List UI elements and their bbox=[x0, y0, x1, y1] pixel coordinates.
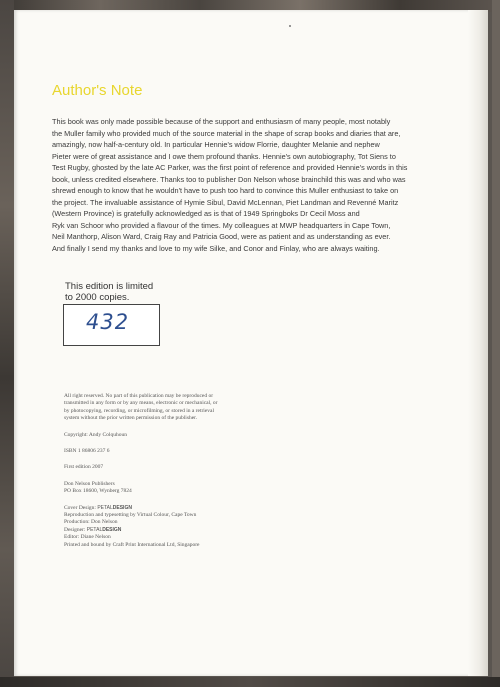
publisher-line: Don Nelson Publishers bbox=[64, 480, 115, 487]
note-line: Ryk van Schoor who provided a flavour of the times. My colleagues at MWP headquarters in Cape Town, bbox=[52, 220, 391, 230]
copyright-line: Copyright: Andy Colquhoun bbox=[64, 431, 127, 438]
editor-credit: Editor: Diane Nelson bbox=[64, 534, 111, 541]
speck bbox=[289, 25, 291, 27]
credit-label: Designer: bbox=[64, 526, 87, 533]
note-line: Test Rugby, ghosted by the late AC Parker, was the first point of reference and provided Hennie's words in this bbox=[52, 163, 408, 172]
scan-edge-left bbox=[0, 0, 14, 687]
handwritten-edition-number: 432 bbox=[86, 310, 130, 334]
credits bbox=[64, 505, 394, 549]
rights-line: transmitted in any form or by any means, electronic or mechanical, or bbox=[64, 400, 218, 407]
edition-number-box bbox=[63, 304, 160, 346]
isbn-line: ISBN 1 86806 237 6 bbox=[64, 448, 110, 455]
note-line: the project. The invaluable assistance of Hymie Sibul, David McLennan, Piet Landman and Revenné Maritz bbox=[52, 197, 399, 207]
note-line: shrewd enough to know that he wouldn't have to push too hard to convince this Muller enthusiast to take on bbox=[52, 186, 399, 195]
credit-label: Cover Design: bbox=[64, 504, 98, 511]
cover-design-credit bbox=[64, 505, 394, 512]
note-line: (Western Province) is gratefully acknowledged as is that of 1949 Springboks Dr Cecil Moss and bbox=[52, 209, 360, 218]
note-line: This book was only made possible because of the support and enthusiasm of many people, most notably bbox=[52, 117, 391, 126]
publisher-line: PO Box 18600, Wynberg 7824 bbox=[64, 488, 132, 495]
scan-edge-right bbox=[492, 0, 500, 687]
repro-credit: Reproduction and typesetting by Virtual Colour, Cape Town bbox=[64, 512, 197, 519]
edition-line: This edition is limited bbox=[65, 281, 154, 292]
note-line: Neil Manthorp, Alison Ward, Craig Ray and Patricia Good, were as patient and as understanding as ever. bbox=[52, 232, 391, 241]
page-fold-shadow bbox=[468, 10, 488, 676]
limited-edition-notice bbox=[65, 281, 153, 303]
brand-design: DESIGN bbox=[112, 504, 132, 511]
imprint-block bbox=[64, 393, 394, 549]
brand-petal: PETAL bbox=[86, 526, 103, 533]
rights-line: system without the prior written permission of the publisher. bbox=[64, 415, 198, 422]
printer-credit: Printed and bound by Craft Print International Ltd, Singapore bbox=[64, 541, 200, 548]
scan-edge-bottom bbox=[0, 677, 500, 687]
note-line: amazingly, now half-a-century old. In particular Hennie's widow Florrie, daughter Melanie and nephew bbox=[52, 140, 380, 149]
edition-line: to 2000 copies. bbox=[65, 292, 130, 303]
brand-design: DESIGN bbox=[102, 526, 122, 533]
first-edition-line: First edition 2007 bbox=[64, 464, 104, 471]
designer-credit bbox=[64, 527, 394, 534]
rights-line: All right reserved. No part of this publication may be reproduced or bbox=[64, 393, 214, 399]
page-title: Author's Note bbox=[52, 82, 143, 99]
note-line: Pieter were of great assistance and I owe them profound thanks. Hennie's own autobiography, Tot Siens to bbox=[52, 151, 396, 161]
production-credit: Production: Don Nelson bbox=[64, 519, 118, 526]
note-line: book, unless credited elsewhere. Thanks too to publisher Don Nelson whose brainchild this was and who was bbox=[52, 174, 406, 184]
note-line: And finally I send my thanks and love to my wife Silke, and Conor and Finlay, who are always waiting. bbox=[52, 243, 380, 253]
publisher-address bbox=[64, 481, 394, 496]
rights-notice bbox=[64, 393, 394, 423]
authors-note-text bbox=[52, 116, 432, 254]
rights-line: by photocopying, recording, or microfilming, or stored in a retrieval bbox=[64, 407, 214, 414]
note-line: the Muller family who provided much of the source material in the shape of scrap books and diaries that are, bbox=[52, 128, 401, 138]
brand-petal: PETAL bbox=[97, 504, 113, 511]
